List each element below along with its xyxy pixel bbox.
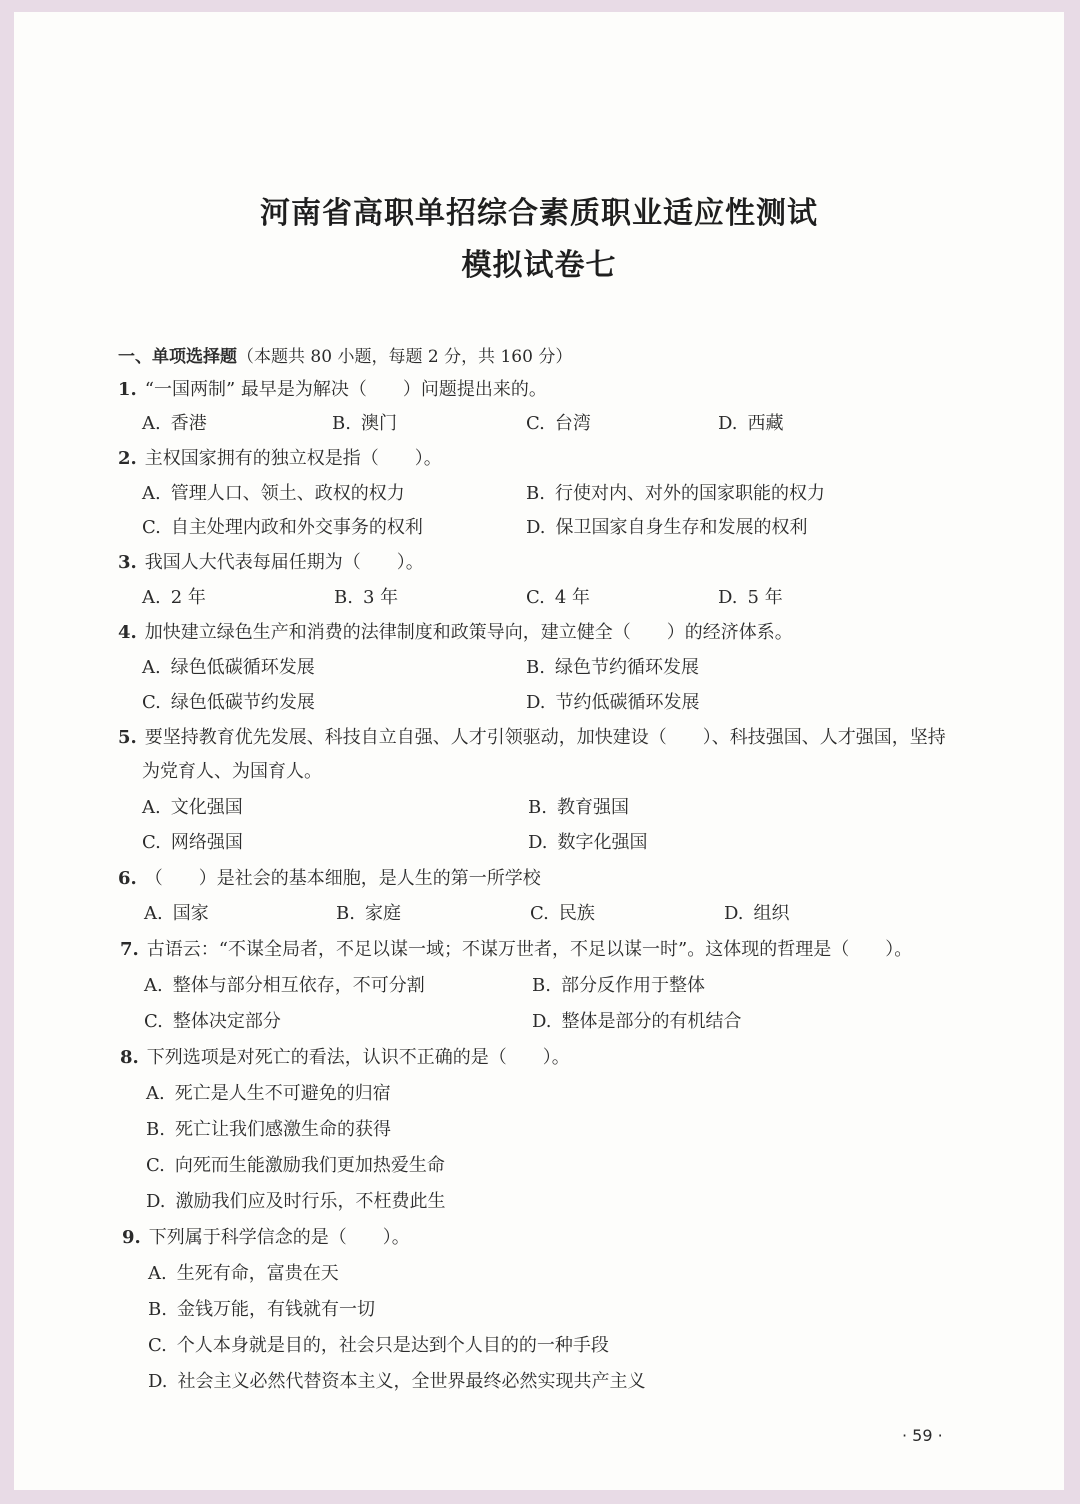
q5-option-b: B. 教育强国 [528,797,629,818]
question-number: 1. [118,379,137,400]
question-5-continued [142,760,322,784]
question-stem: “一国两制” 最早是为解决（ ）问题提出来的。 [144,379,547,400]
q9-option-c: C. 个人本身就是目的，社会只是达到个人目的的一种手段 [148,1335,609,1356]
q9-option-b: B. 金钱万能，有钱就有一切 [148,1299,375,1320]
question-number: 8. [120,1047,139,1068]
q6-option-a: A. 国家 [144,903,209,924]
question-9 [122,1226,410,1250]
q7-option-a: A. 整体与部分相互依存，不可分割 [144,975,425,996]
q8-option-d: D. 激励我们应及时行乐，不枉费此生 [146,1191,446,1212]
question-4 [118,621,793,645]
q8-option-b: B. 死亡让我们感激生命的获得 [146,1119,391,1140]
q1-option-c: C. 台湾 [526,413,591,434]
question-number: 9. [122,1227,141,1248]
q4-option-d: D. 节约低碳循环发展 [526,692,700,713]
exam-subtitle: 模拟试卷七 [461,248,617,283]
question-number: 3. [118,552,137,573]
exam-title: 河南省高职单招综合素质职业适应性测试 [260,196,818,231]
question-stem: 要坚持教育优先发展、科技自立自强、人才引领驱动，加快建设（ ）、科技强国、人才强国，坚持 [144,727,946,748]
question-stem: 我国人大代表每届任期为（ ）。 [144,552,424,573]
q7-option-b: B. 部分反作用于整体 [532,975,705,996]
q5-option-a: A. 文化强国 [142,797,243,818]
question-number: 6. [118,868,137,889]
q3-option-a: A. 2 年 [142,587,206,608]
q5-option-d: D. 数字化强国 [528,832,648,853]
q2-option-c: C. 自主处理内政和外交事务的权利 [142,517,423,538]
q8-option-c: C. 向死而生能激励我们更加热爱生命 [146,1155,445,1176]
q1-option-b: B. 澳门 [332,413,397,434]
question-number: 5. [118,727,137,748]
q6-option-d: D. 组织 [724,903,790,924]
question-stem: 下列选项是对死亡的看法，认识不正确的是（ ）。 [146,1047,570,1068]
question-stem: 主权国家拥有的独立权是指（ ）。 [144,448,442,469]
question-8 [120,1046,570,1070]
question-6 [118,867,541,891]
q5-option-c: C. 网络强国 [142,832,243,853]
q3-option-d: D. 5 年 [718,587,783,608]
q8-option-a: A. 死亡是人生不可避免的归宿 [146,1083,391,1104]
q4-option-c: C. 绿色低碳节约发展 [142,692,315,713]
section-heading [118,342,572,367]
question-stem: （ ）是社会的基本细胞，是人生的第一所学校 [144,868,541,889]
section-title: 一、单项选择题 [118,347,237,367]
q4-option-a: A. 绿色低碳循环发展 [142,657,315,678]
question-stem: 为党育人、为国育人。 [142,761,322,782]
question-stem: 加快建立绿色生产和消费的法律制度和政策导向，建立健全（ ）的经济体系。 [144,622,793,643]
question-number: 7. [120,939,139,960]
question-number: 4. [118,622,137,643]
q3-option-b: B. 3 年 [334,587,399,608]
question-2 [118,447,442,471]
q1-option-a: A. 香港 [142,413,207,434]
q7-option-c: C. 整体决定部分 [144,1011,281,1032]
q6-option-b: B. 家庭 [336,903,401,924]
question-number: 2. [118,448,137,469]
q9-option-a: A. 生死有命，富贵在天 [148,1263,339,1284]
q9-option-d: D. 社会主义必然代替资本主义，全世界最终必然实现共产主义 [148,1371,646,1392]
question-5 [118,726,946,750]
q7-option-d: D. 整体是部分的有机结合 [532,1011,742,1032]
q3-option-c: C. 4 年 [526,587,591,608]
question-stem: 下列属于科学信念的是（ ）。 [148,1227,410,1248]
q2-option-a: A. 管理人口、领土、政权的权力 [142,483,405,504]
q2-option-b: B. 行使对内、对外的国家职能的权力 [526,483,825,504]
q6-option-c: C. 民族 [530,903,595,924]
q2-option-d: D. 保卫国家自身生存和发展的权利 [526,517,808,538]
section-note: （本题共 80 小题，每题 2 分，共 160 分） [237,347,573,367]
question-stem: 古语云：“不谋全局者，不足以谋一域；不谋万世者，不足以谋一时”。这体现的哲理是（ ）。 [146,939,913,960]
question-7 [120,938,912,962]
page-number: · 59 · [902,1426,943,1445]
q4-option-b: B. 绿色节约循环发展 [526,657,699,678]
question-3 [118,551,424,575]
question-1 [118,378,547,402]
q1-option-d: D. 西藏 [718,413,784,434]
exam-page [14,12,1064,1490]
